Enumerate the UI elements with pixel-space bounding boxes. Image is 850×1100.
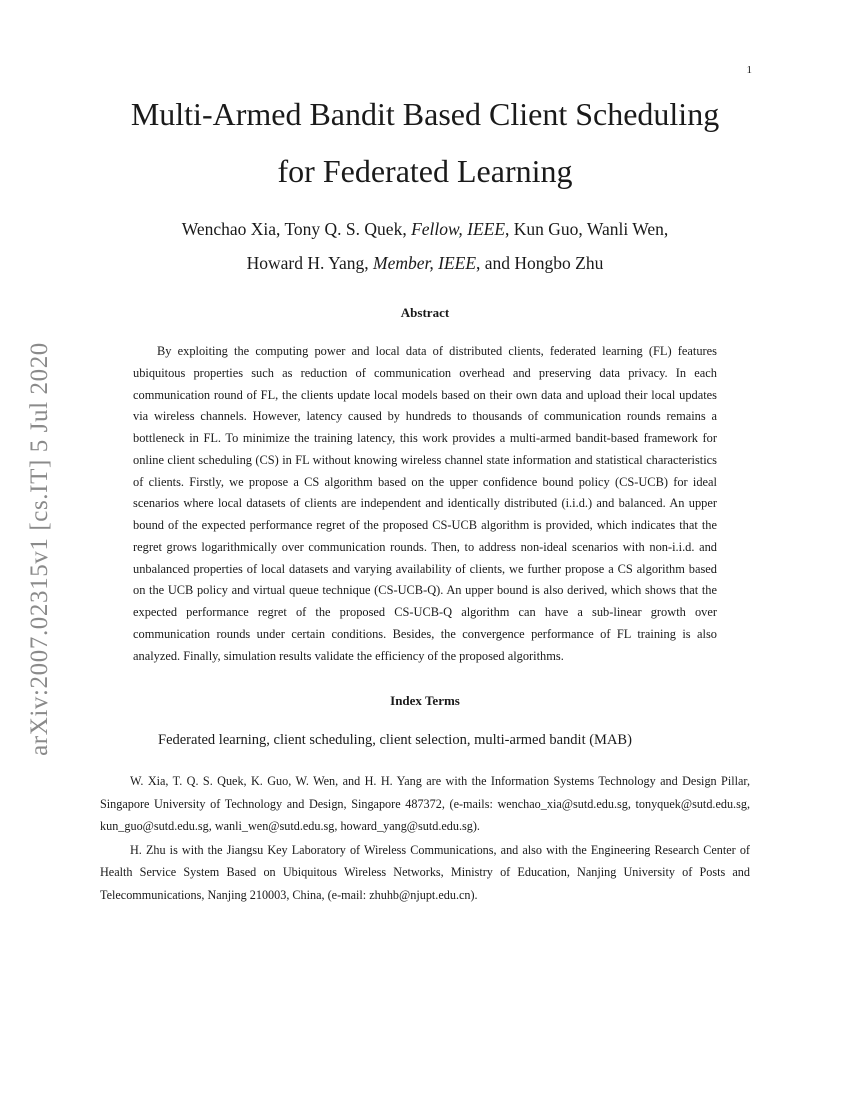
arxiv-stamp-text: arXiv:2007.02315v1 [cs.IT] 5 Jul 2020 <box>26 342 53 756</box>
abstract-body: By exploiting the computing power and local data of distributed clients, federated learning (FL) features ubiquitous properties such as reduction of communication overhead and preserving data privacy. In each communication round of FL, the clients update local models based on their own data and upload their local updates via wireless channels. However, latency caused by hundreds to thousands of communication rounds remains a bottleneck in FL. To minimize the training latency, this work provides a multi-armed bandit-based framework for online client scheduling (CS) in FL without knowing wireless channel state information and statistical characteristics of clients. Firstly, we propose a CS algorithm based on the upper confidence bound policy (CS-UCB) for ideal scenarios where local datasets of clients are independent and identically distributed (i.i.d.) and balanced. An upper bound of the expected performance regret of the proposed CS-UCB algorithm is provided, which indicates that the regret grows logarithmically over communication rounds. Then, to address non-ideal scenarios with non-i.i.d. and unbalanced properties of local datasets and varying availability of clients, we further propose a CS algorithm based on the UCB policy and virtual queue technique (CS-UCB-Q). An upper bound is also derived, which shows that the expected performance regret of the proposed CS-UCB-Q algorithm can have a sub-linear growth over communication rounds under certain conditions. Besides, the convergence performance of FL training is also analyzed. Finally, simulation results validate the efficiency of the proposed algorithms. <box>133 344 717 663</box>
author-list <box>100 212 750 280</box>
author-names-2b: , and Hongbo Zhu <box>476 253 604 273</box>
abstract-heading: Abstract <box>400 305 450 320</box>
footnotes <box>100 770 750 907</box>
author-names-1a: Wenchao Xia, Tony Q. S. Quek, <box>181 219 412 239</box>
footnote-affiliation-sutd: W. Xia, T. Q. S. Quek, K. Guo, W. Wen, and H. H. Yang are with the Information Systems Technology and Design Pillar, Singapore University of Technology and Design, Singapore 487372, (e-mails: wenchao_xia@sutd.edu.sg, tonyquek@sutd.edu.sg, kun_guo@sutd.edu.sg, wanli_wen@sutd.edu.sg, howard_yang@sutd.edu.sg). <box>100 774 750 833</box>
footnote-affiliation-njupt: H. Zhu is with the Jiangsu Key Laboratory of Wireless Communications, and also with the Engineering Research Center of Health Service System Based on Ubiquitous Wireless Networks, Ministry of Education, Nanjing University of Posts and Telecommunications, Nanjing 210003, China, (e-mail: zhuhb@njupt.edu.cn). <box>100 842 750 902</box>
author-names-1b: , Kun Guo, Wanli Wen, <box>505 219 669 239</box>
title-line-1: Multi-Armed Bandit Based Client Scheduling <box>130 96 720 132</box>
page-number: 1 <box>746 64 752 76</box>
author-line-1 <box>100 212 750 246</box>
author-role-fellow: Fellow, IEEE <box>411 219 506 239</box>
index-terms-heading: Index Terms <box>390 693 460 708</box>
paper-title <box>100 86 750 200</box>
author-line-2 <box>100 246 750 280</box>
author-names-2a: Howard H. Yang, <box>246 253 373 273</box>
title-line-2: for Federated Learning <box>277 153 573 189</box>
arxiv-stamp <box>20 318 60 780</box>
author-role-member: Member, IEEE <box>373 253 477 273</box>
index-terms-body: Federated learning, client scheduling, client selection, multi-armed bandit (MAB) <box>158 732 632 748</box>
